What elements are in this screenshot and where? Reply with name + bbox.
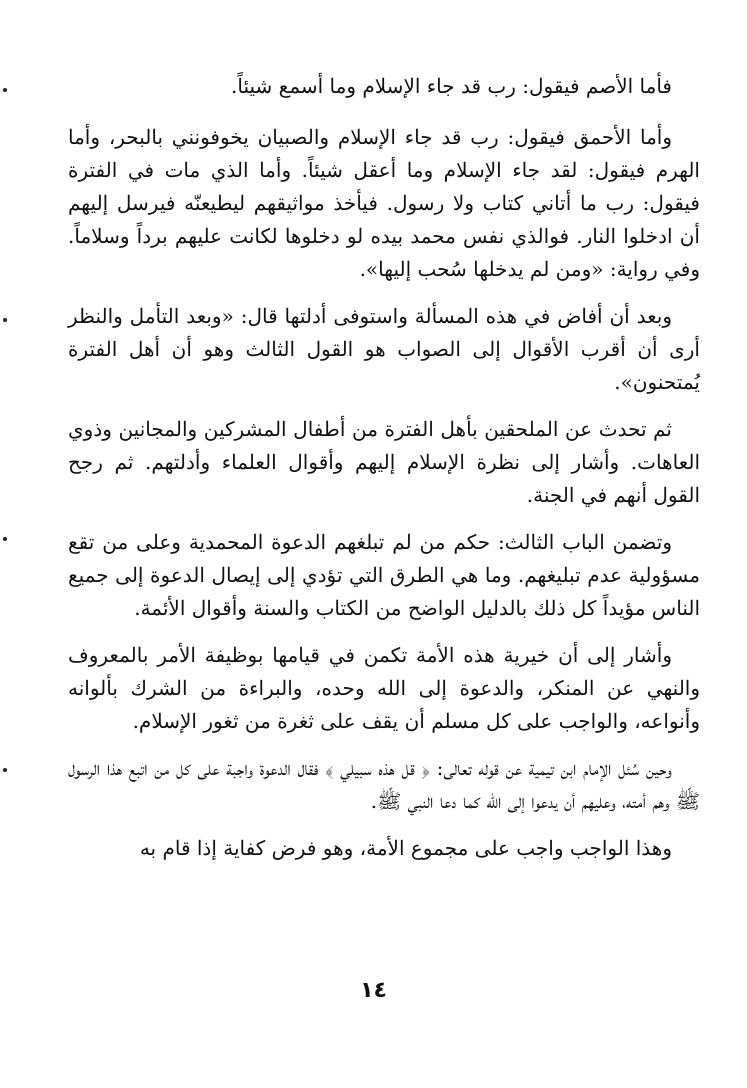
page-number: ١٤ [360, 978, 387, 1003]
paragraph-fatra-test: وأما الأحمق فيقول: رب قد جاء الإسلام والصبيان يخوفونني بالبحر، وأما الهرم فيقول: لقد جاء الإسلام وما أعقل شيئاً. وأما الذي مات في الفترة فيقول: رب ما أتاني كتاب ولا رسول. فيأخذ مواثيقهم ليطيعنّه فيرسل إليهم أن ادخلوا النار. فوالذي نفس محمد بيده لو دخلوها لكانت عليهم برداً وسلاماً. وفي رواية: «ومن لم يدخلها سُحب إليها». [68, 125, 700, 281]
paragraph-chapter-three: وتضمن الباب الثالث: حكم من لم تبلغهم الدعوة المحمدية وعلى من تقع مسؤولية عدم تبليغهم. وما هي الطرق التي تؤدي إلى إيصال الدعوة إلى جميع الناس مؤيداً كل ذلك بالدليل الواضح من الكتاب والسنة وأقوال الأئمة. [68, 530, 700, 620]
scan-mark [3, 768, 7, 772]
paragraph-children-ruling: ثم تحدث عن الملحقين بأهل الفترة من أطفال المشركين والمجانين وذوي العاهات. وأشار إلى نظرة الإسلام إليهم وأقوال العلماء وأدلتهم. ثم رجح القول أنهم في الجنة. [68, 417, 700, 507]
paragraph-deaf-claim: فأما الأصم فيقول: رب قد جاء الإسلام وما أسمع شيئاً. [231, 74, 672, 98]
book-page-body [68, 70, 700, 879]
scan-mark [3, 318, 7, 322]
scan-mark [3, 88, 7, 92]
paragraph-ibn-taymiyyah: وحين سُئل الإمام ابن تيمية عن قوله تعالى: ﴿ قل هذه سبيلي ﴾ فقال الدعوة واجبة على كل من اتبع هذا الرسول ﷺ وهم أمته، وعليهم أن يدعوا إلى الله كما دعا النبي ﷺ. [68, 756, 700, 813]
paragraph-ummah-virtue: وأشار إلى أن خيرية هذه الأمة تكمن في قيامها بوظيفة الأمر بالمعروف والنهي عن المنكر، والدعوة إلى الله وحده، والبراءة من الشرك بألوانه وأنواعه، والواجب على كل مسلم أن يقف على ثغرة من ثغور الإسلام. [68, 643, 701, 733]
paragraph-collective-duty: وهذا الواجب واجب على مجموع الأمة، وهو فرض كفاية إذا قام به [139, 836, 672, 860]
paragraph-author-opinion: وبعد أن أفاض في هذه المسألة واستوفى أدلتها قال: «وبعد التأمل والنظر أرى أن أقرب الأقوال إلى الصواب هو القول الثالث وهو أن أهل الفترة يُمتحنون». [68, 304, 700, 394]
scan-mark [3, 537, 7, 541]
